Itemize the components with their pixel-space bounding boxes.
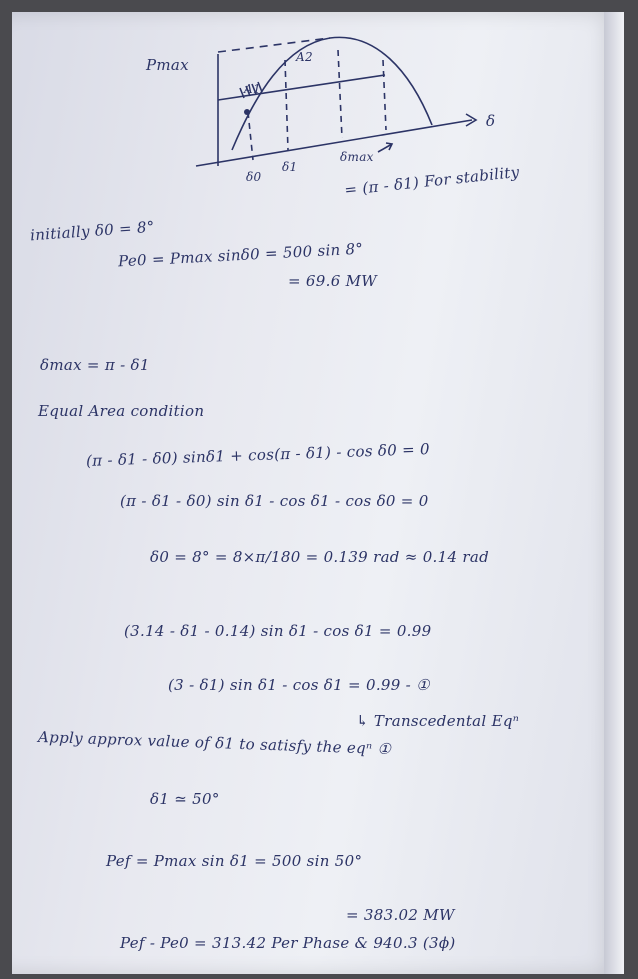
- line-d1-approx: δ1 ≃ 50°: [150, 790, 220, 808]
- line-transcendental: ↳ Transcedental Eqⁿ: [356, 712, 520, 730]
- line-eq2: (π - δ1 - δ0) sin δ1 - cos δ1 - cos δ0 = 0: [120, 492, 429, 510]
- d1-label: δ1: [282, 160, 298, 174]
- area2-label: A2: [296, 50, 313, 64]
- line-pe0: Pe0 = Pmax sinδ0 = 500 sin 8°: [117, 239, 364, 271]
- line-equal-area: Equal Area condition: [38, 402, 205, 420]
- line-eq1: (π - δ1 - δ0) sinδ1 + cos(π - δ1) - cos δ0 = 0: [85, 440, 431, 470]
- line-eq3: (3.14 - δ1 - 0.14) sin δ1 - cos δ1 = 0.99: [124, 622, 432, 640]
- line-dmax: δmax = π - δ1: [40, 356, 150, 374]
- line-apply: Apply approx value of δ1 to satisfy the eqⁿ ①: [37, 727, 392, 759]
- line-pe0-value: = 69.6 MW: [288, 272, 377, 290]
- line-initially: initially δ0 = 8°: [29, 217, 156, 245]
- line-eq4: (3 - δ1) sin δ1 - cos δ1 = 0.99 - ①: [168, 676, 430, 694]
- line-pef-value: = 383.02 MW: [346, 906, 455, 924]
- operating-point: [244, 109, 250, 115]
- line-d0-rad: δ0 = 8° = 8×π/180 = 0.139 rad ≈ 0.14 rad: [150, 548, 489, 566]
- stability-note: = (π - δ1) For stability: [343, 162, 521, 200]
- pmax-dashed-line: [218, 38, 330, 52]
- line-difference: Pef - Pe0 = 313.42 Per Phase & 940.3 (3ϕ): [120, 934, 456, 952]
- delta-axis-label: δ: [486, 112, 496, 130]
- d1-dashed: [285, 60, 288, 150]
- dmax-label: δmax: [340, 150, 374, 164]
- x-axis: [196, 120, 472, 166]
- d0-dashed: [248, 112, 253, 160]
- d0-label: δ0: [246, 170, 262, 184]
- pmax-label: Pmax: [146, 56, 189, 74]
- mid-dashed: [338, 50, 342, 138]
- line-pef: Pef = Pmax sin δ1 = 500 sin 50°: [106, 852, 363, 870]
- dmax-arrow: [378, 143, 392, 152]
- area1-label: A1: [244, 82, 261, 96]
- dmax-dashed: [383, 60, 386, 130]
